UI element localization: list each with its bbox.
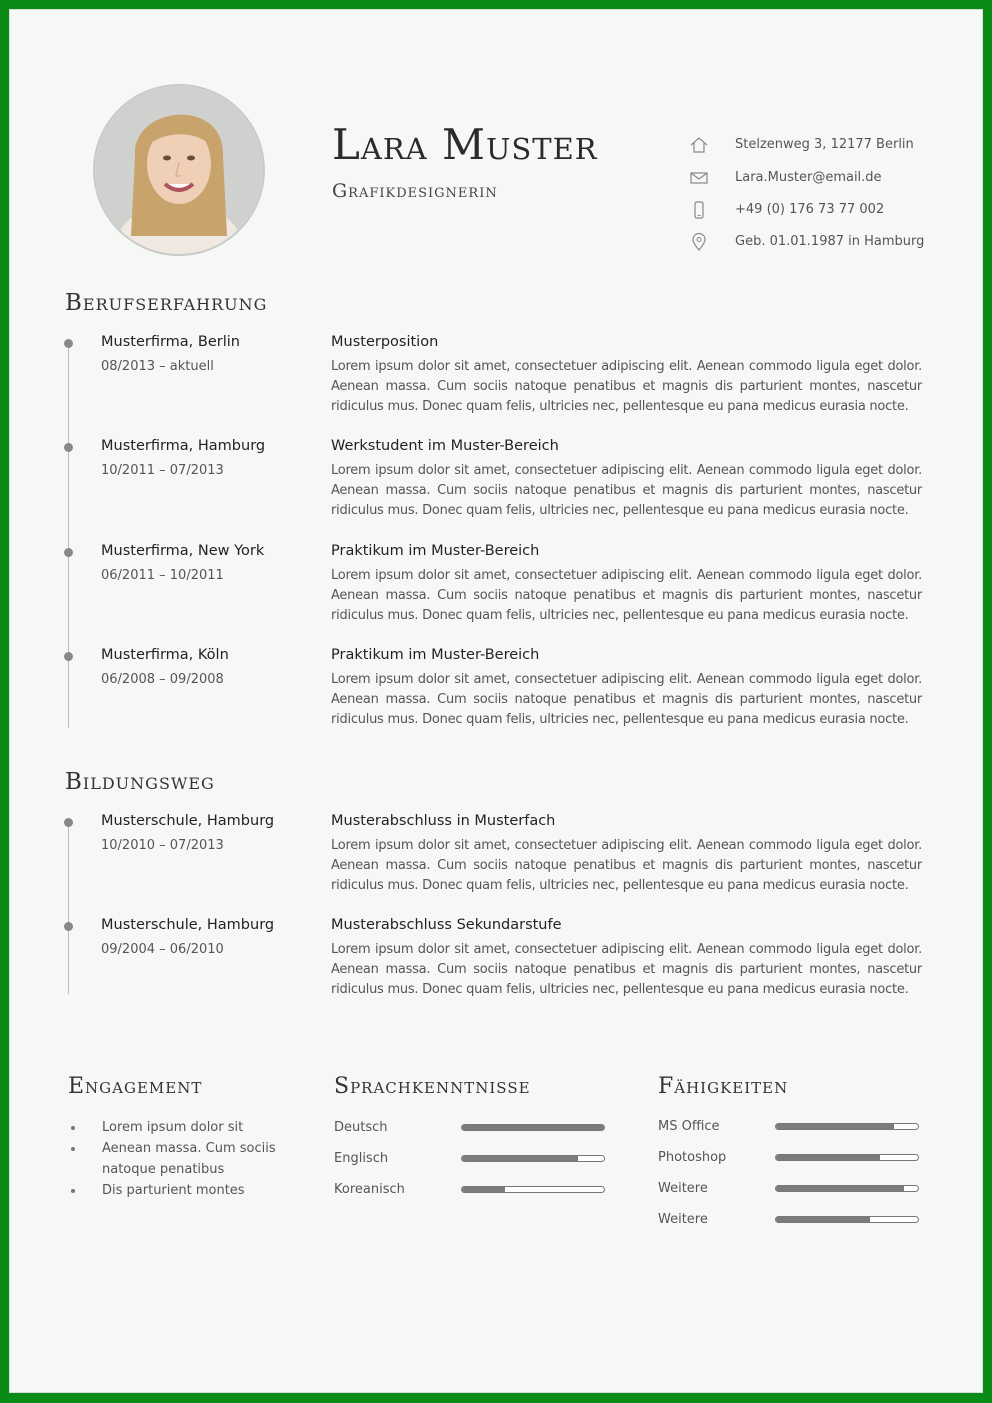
entry-position: Werkstudent im Muster-Bereich [331,438,559,454]
job-title: Grafikdesignerin [332,180,498,202]
experience-entry [10,647,983,737]
birth-text: Geb. 01.01.1987 in Hamburg [735,234,925,249]
phone-icon [689,200,709,220]
contact-address [689,135,969,157]
timeline-dot [64,818,73,827]
entry-company: Musterfirma, Köln [101,647,229,663]
entry-date: 06/2011 – 10/2011 [101,568,224,583]
skill-row [658,1150,938,1170]
home-icon [689,135,709,155]
location-pin-icon [689,232,709,252]
language-level-fill [462,1156,578,1161]
education-heading: Bildungsweg [65,769,215,795]
skill-level-bar [775,1185,919,1192]
entry-school: Musterschule, Hamburg [101,813,275,829]
language-level-bar [461,1124,605,1131]
language-label: Koreanisch [334,1182,405,1197]
skill-label: Weitere [658,1181,708,1196]
language-level-fill [462,1125,604,1130]
entry-degree: Musterabschluss in Musterfach [331,813,556,829]
entry-position: Praktikum im Muster-Bereich [331,543,540,559]
email-text[interactable]: Lara.Muster@email.de [735,170,882,185]
language-level-bar [461,1155,605,1162]
entry-date: 09/2004 – 06/2010 [101,942,224,957]
skill-level-bar [775,1216,919,1223]
entry-description: Lorem ipsum dolor sit amet, consectetuer adipiscing elit. Aenean commodo ligula eget dolor. Aenean massa. Cum sociis natoque penatibus et magnis dis parturient montes, nascetur ridiculus mus. Donec quam felis, ultricies nec, pellentesque eu pana medicus eurasia nocte. [331,838,922,893]
entry-description: Lorem ipsum dolor sit amet, consectetuer adipiscing elit. Aenean commodo ligula eget dolor. Aenean massa. Cum sociis natoque penatibus et magnis dis parturient montes, nascetur ridiculus mus. Donec quam felis, ultricies nec, pellentesque eu pana medicus eurasia nocte. [331,359,922,414]
skills-heading: Fähigkeiten [658,1074,789,1099]
languages-heading: Sprachkenntnisse [334,1074,531,1099]
skill-row [658,1181,938,1201]
entry-description: Lorem ipsum dolor sit amet, consectetuer adipiscing elit. Aenean commodo ligula eget dolor. Aenean massa. Cum sociis natoque penatibus et magnis dis parturient montes, nascetur ridiculus mus. Donec quam felis, ultricies nec, pellentesque eu pana medicus eurasia nocte. [331,568,922,623]
experience-heading: Berufserfahrung [65,290,268,316]
phone-text: +49 (0) 176 73 77 002 [735,202,885,217]
skill-label: Photoshop [658,1150,727,1165]
entry-company: Musterfirma, New York [101,543,265,559]
timeline-dot [64,922,73,931]
entry-position: Musterposition [331,334,439,350]
entry-date: 10/2010 – 07/2013 [101,838,224,853]
timeline-dot [64,339,73,348]
contact-phone [689,200,969,222]
entry-description: Lorem ipsum dolor sit amet, consectetuer adipiscing elit. Aenean commodo ligula eget dolor. Aenean massa. Cum sociis natoque penatibus et magnis dis parturient montes, nascetur ridiculus mus. Donec quam felis, ultricies nec, pellentesque eu pana medicus eurasia nocte. [331,463,922,518]
timeline-dot [64,548,73,557]
address-text: Stelzenweg 3, 12177 Berlin [735,137,914,152]
entry-company: Musterfirma, Berlin [101,334,240,350]
timeline-dot [64,443,73,452]
skill-level-bar [775,1154,919,1161]
entry-position: Praktikum im Muster-Bereich [331,647,540,663]
entry-company: Musterfirma, Hamburg [101,438,266,454]
language-label: Deutsch [334,1120,388,1135]
skills-list [658,1119,938,1249]
resume-page [9,9,983,1393]
list-item: Aenean massa. Cum sociis natoque penatibus [68,1138,288,1180]
skill-level-fill [776,1217,870,1222]
language-label: Englisch [334,1151,389,1166]
skill-level-fill [776,1186,904,1191]
language-row [334,1151,614,1171]
skill-level-bar [775,1123,919,1130]
contact-birth [689,232,969,254]
mail-icon [689,168,709,188]
entry-degree: Musterabschluss Sekundarstufe [331,917,562,933]
skill-level-fill [776,1155,880,1160]
experience-entry [10,543,983,633]
languages-list [334,1120,614,1220]
experience-entry [10,334,983,424]
profile-photo [93,84,265,256]
skill-level-fill [776,1124,894,1129]
experience-entry [10,438,983,528]
entry-description: Lorem ipsum dolor sit amet, consectetuer adipiscing elit. Aenean commodo ligula eget dolor. Aenean massa. Cum sociis natoque penatibus et magnis dis parturient montes, nascetur ridiculus mus. Donec quam felis, ultricies nec, pellentesque eu pana medicus eurasia nocte. [331,672,922,727]
language-row [334,1182,614,1202]
skill-row [658,1119,938,1139]
language-level-bar [461,1186,605,1193]
education-entry [10,917,983,1007]
entry-description: Lorem ipsum dolor sit amet, consectetuer adipiscing elit. Aenean commodo ligula eget dolor. Aenean massa. Cum sociis natoque penatibus et magnis dis parturient montes, nascetur ridiculus mus. Donec quam felis, ultricies nec, pellentesque eu pana medicus eurasia nocte. [331,942,922,997]
person-name: Lara Muster [332,120,598,169]
skill-row [658,1212,938,1232]
list-item: Lorem ipsum dolor sit [68,1117,288,1138]
list-item: Dis parturient montes [68,1180,288,1201]
contact-email [689,168,969,190]
engagement-list [68,1117,288,1201]
timeline-dot [64,652,73,661]
language-row [334,1120,614,1140]
entry-school: Musterschule, Hamburg [101,917,275,933]
engagement-heading: Engagement [68,1074,203,1099]
skill-label: MS Office [658,1119,720,1134]
skill-label: Weitere [658,1212,708,1227]
entry-date: 10/2011 – 07/2013 [101,463,224,478]
entry-date: 08/2013 – aktuell [101,359,214,374]
language-level-fill [462,1187,505,1192]
entry-date: 06/2008 – 09/2008 [101,672,224,687]
education-entry [10,813,983,903]
